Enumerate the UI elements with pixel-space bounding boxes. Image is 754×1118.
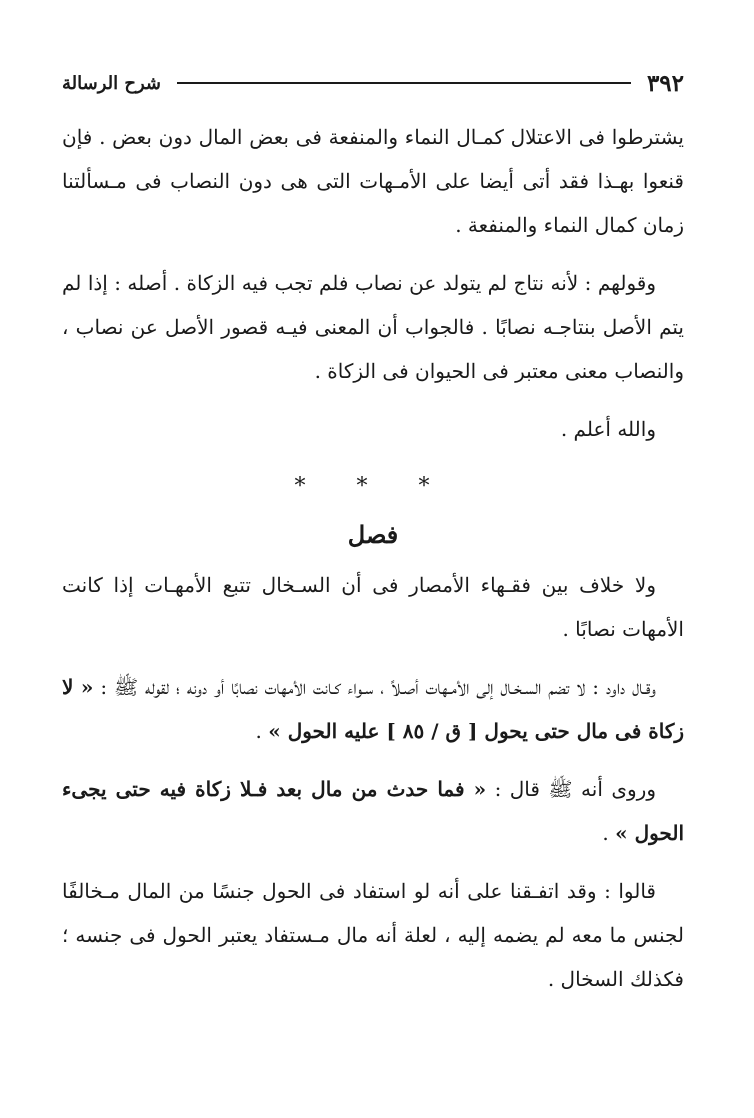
body-text bbox=[62, 115, 684, 1015]
paragraph-text: وقـال داود : لا تضم السـخـال إلى الأمـهات أصـلاً ، سـواء كـانت الأمهات نصابًا أو دونه ؛ لقوله ﷺ : bbox=[93, 675, 656, 699]
paragraph-text: . bbox=[255, 719, 269, 743]
section-ornament: * * * bbox=[294, 474, 452, 499]
paragraph: والله أعلم . bbox=[560, 417, 656, 441]
header-rule bbox=[177, 82, 631, 84]
paragraph-text: . bbox=[602, 821, 616, 845]
paragraph: قالوا : وقد اتفـقنا على أنه لو استفاد فى الحول جنسًا من المال مـخالفًا لجنس ما معه لم يضمه إليه ، لعلة أنه مال مـستفاد يعتبر الحول فى جنسه ؛ فكذلك السخال . bbox=[62, 879, 684, 991]
hadith-quote: « فما حدث من مال بعد فـلا زكاة فيه حتى يجىء الحول » bbox=[62, 777, 684, 845]
hadith-quote: « لا زكاة فى مال حتى يحول [ ق / ٨٥ ] عليه الحول » bbox=[62, 675, 684, 743]
paragraph: ولا خلاف بين فقـهاء الأمصار فى أن السـخال تتبع الأمهـات إذا كانت الأمهات نصابًا . bbox=[62, 573, 684, 641]
running-title: شرح الرسالة bbox=[62, 72, 162, 94]
page-header bbox=[62, 66, 684, 100]
page-number: ٣٩٢ bbox=[646, 69, 684, 97]
paragraph bbox=[62, 665, 684, 753]
paragraph bbox=[62, 767, 684, 855]
paragraph-text: وروى أنه ﷺ قال : bbox=[486, 777, 656, 801]
paragraph: وقولهم : لأنه نتاج لم يتولد عن نصاب فلم تجب فيه الزكاة . أصله : إذا لم يتم الأصل بنتاجـه نصابًا . فالجواب أن المعنى فيـه قصور الأصل عن نصاب ، والنصاب معنى معتبر فى الحيوان فى الزكاة . bbox=[62, 271, 684, 383]
paragraph: يشترطوا فى الاعتلال كمـال النماء والمنفعة فى بعض المال دون بعض . فإن قنعوا بهـذا فقد أتى أيضا على الأمـهات التى هى دون النصاب فى مـسألتنا زمان كمال النماء والمنفعة . bbox=[62, 125, 684, 237]
section-title: فصل bbox=[347, 520, 399, 549]
